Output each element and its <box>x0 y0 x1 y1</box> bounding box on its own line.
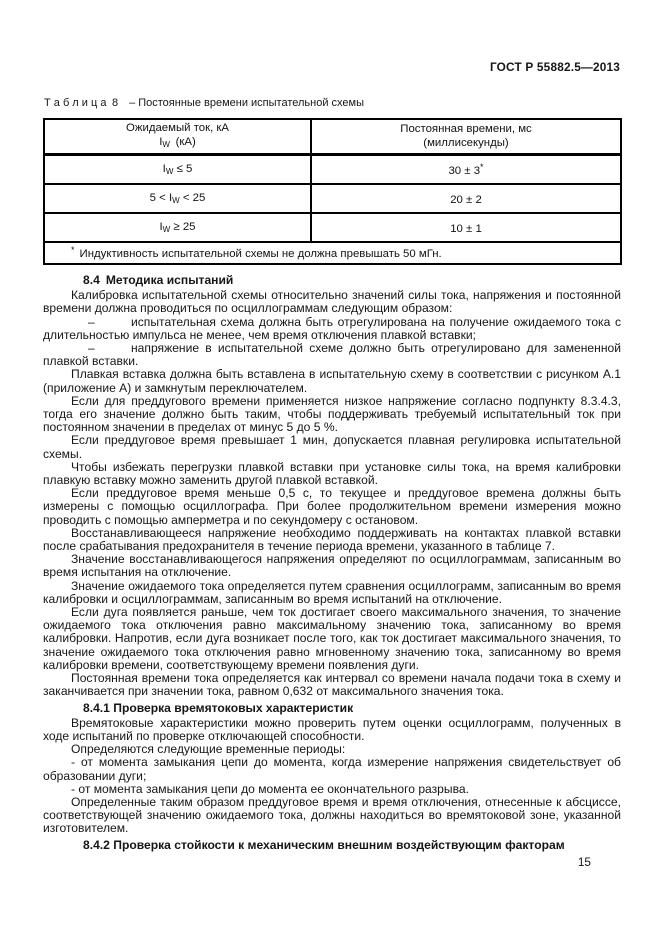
expected-current-cell: $I_W \ge 25$ <box>44 213 311 242</box>
footnote-text: Индуктивность испытательной схемы не должна превышать 50 мГн. <box>79 248 442 260</box>
paragraph: Чтобы избежать перегрузки плавкой вставки при установке силы тока, на время калибровки плавкую вставку можно заменить другой плавкой вставкой. <box>43 459 621 488</box>
paragraph: Плавкая вставка должна быть вставлена в испытательную схему в соответствии с рисунком А.1 (приложение А) и замкнутым переключателем. <box>43 367 621 395</box>
body-text <box>43 271 621 854</box>
paragraph: Значение ожидаемого тока определяется путем сравнения осциллограмм, записанным во время калибровки и осциллограммам, записанным во время испытаний на отключение. <box>43 578 621 606</box>
section-heading: 8.4 Методика испытаний <box>83 273 234 287</box>
paragraph: Калибровка испытательной схемы относительно значений силы тока, напряжения и постоянной времени должна проводиться по осциллограммам следующим образом: <box>43 288 621 316</box>
time-constant-header-line1: Постоянная времени, мс <box>400 123 532 135</box>
table-footnote-row <box>44 242 621 264</box>
time-constant-header <box>311 119 621 155</box>
paragraph: Восстанавливающееся напряжение необходимо поддерживать на контактах плавкой вставки после срабатывания предохранителя в течение периода времени, указанного в таблице 7. <box>43 525 621 554</box>
time-constants-table <box>43 118 622 265</box>
paragraph: Если дуга появляется раньше, чем ток достигает своего максимального значения, то значение ожидаемого тока отключения равно максимальному значению тока, записанному во время калибровки. Напротив, если дуга возникает после того, как ток достигает максимального значения, то значение ожидаемого тока отключения равно мгновенному значению тока, записанному во время калибровки времени, соответствующему времени появления дуги. <box>43 605 621 672</box>
paragraph: - от момента замыкания цепи до момента, когда измерение напряжения свидетельствует об образовании дуги; <box>43 755 621 783</box>
expected-current-header <box>44 119 311 155</box>
paragraph: Если для преддугового времени применяется низкое напряжение согласно подпункту 8.3.4.3, тогда его значение должно быть таким, чтобы поддерживать требуемый испытательный ток при постоянном значении в пределах от минус 5 до 5 %. <box>43 393 621 435</box>
expected-current-header-line1: Ожидаемый ток, кА <box>125 122 230 134</box>
paragraph: – напряжение в испытательной схеме должно быть отрегулировано для замененной плавкой вставки. <box>43 341 621 369</box>
paragraph: Времятоковые характеристики можно проверить путем оценки осциллограмм, полученных в ходе испытаний по проверке отключающей способности. <box>43 715 621 743</box>
paragraph: - от момента замыкания цепи до момента ее окончательного разрыва. <box>71 781 469 796</box>
footnote-marker: * <box>71 245 75 255</box>
expected-current-cell: $I_W \le 5$ <box>44 155 311 184</box>
table-footnote <box>44 242 621 264</box>
table-row <box>44 155 621 184</box>
section-heading: 8.4.2 Проверка стойкости к механическим внешним воздействующим факторам <box>83 837 565 852</box>
table-row <box>44 184 621 213</box>
document-title: ГОСТ Р 55882.5—2013 <box>489 60 620 74</box>
paragraph: Определяются следующие временные периоды: <box>71 742 346 757</box>
expected-current-header-line2: $I_W$ (кА) <box>159 135 196 149</box>
time-constant-header-line2: (миллисекунды) <box>423 136 509 149</box>
section-heading: 8.4.1 Проверка времятоковых характеристик <box>83 700 354 715</box>
expected-current-cell: $5 < I_W < 25$ <box>44 184 311 213</box>
time-constant-cell: 20 ± 2 <box>311 184 621 213</box>
table-row <box>44 213 621 242</box>
table-header-row <box>44 119 621 155</box>
time-constant-cell: 30 ± 3* <box>311 155 621 184</box>
paragraph: Значение восстанавливающегося напряжения определяют по осциллограммам, записанным во время испытания на отключение. <box>43 552 621 580</box>
paragraph: – испытательная схема должна быть отрегулирована на получение ожидаемого тока с длительностью импульса не менее, чем время отключения плавкой вставки; <box>43 314 621 342</box>
paragraph: Если преддуговое время меньше 0,5 с, то текущее и преддуговое времена должны быть измерены с помощью осциллографа. При более продолжительном времени измерения можно проводить с помощью амперметра и по секундомеру с остановом. <box>43 486 621 527</box>
page-number: 15 <box>577 855 591 869</box>
table-caption: Т а б л и ц а 8 – Постоянные времени испытательной схемы <box>44 97 364 109</box>
paragraph: Определенные таким образом преддуговое время и время отключения, отнесенные к абсциссе, соответствующей значению ожидаемого тока, должны находиться во времятоковой зоне, указанной изготовителем. <box>43 794 621 836</box>
paragraph: Постоянная времени тока определяется как интервал со времени начала подачи тока в схему и заканчивается при значении тока, равном 0,632 от максимального значения тока. <box>43 671 621 699</box>
time-constant-cell: 10 ± 1 <box>311 213 621 242</box>
paragraph: Если преддуговое время превышает 1 мин, допускается плавная регулировка испытательной схемы. <box>43 433 621 461</box>
